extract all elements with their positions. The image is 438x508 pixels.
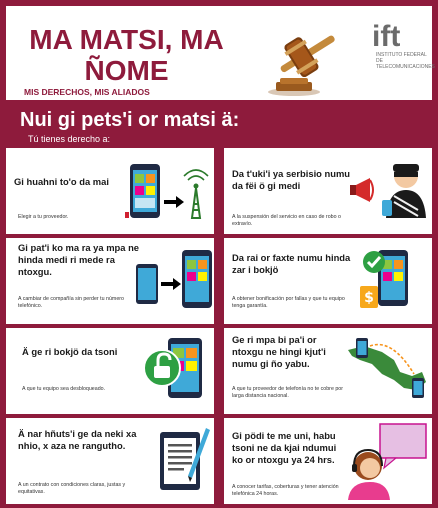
page-title <box>24 24 229 86</box>
card-description: A obtener bonificación por fallas y que tu equipo tenga garantía. <box>232 296 345 309</box>
logo-subtitle-1: INSTITUTO FEDERAL DE <box>376 52 427 64</box>
right-card-unlock <box>6 328 214 414</box>
svg-text:$: $ <box>364 290 374 306</box>
card-description: A conocer tarifas, coberturas y tener atención telefónica 24 horas. <box>232 484 339 497</box>
card-description: Elegir a tu proveedor. <box>18 214 69 220</box>
right-card-support <box>224 418 432 504</box>
thief-megaphone-icon <box>350 156 430 222</box>
woman-headset-icon <box>344 422 430 500</box>
logo-subtitle-2: TELECOMUNICACIONES <box>376 64 435 70</box>
title-line-1: MA MATSI, MA <box>29 24 224 55</box>
right-card-suspension <box>224 148 432 234</box>
phone-transfer-icon <box>134 248 214 314</box>
card-heading: Da t'uki'i ya serbisio numu da fëi ö gi medi <box>232 168 351 191</box>
right-card-long-distance <box>224 328 432 414</box>
card-heading: Gi pödi te me uni, habu tsoni ne da kjai ndumui ko or ntoxgu ya 24 hrs. <box>232 430 337 465</box>
right-card-warranty <box>224 238 432 324</box>
contract-pen-icon <box>146 422 212 496</box>
title-line-2: ÑOME <box>84 55 169 86</box>
card-heading: Ä ge ri bokjö da tsoni <box>22 346 118 357</box>
right-card-portability <box>6 238 214 324</box>
right-card-choose-provider <box>6 148 214 234</box>
phone-unlock-icon <box>140 336 214 402</box>
section-subtitle: Tú tienes derecho a: <box>28 134 111 144</box>
card-heading: Da rai or faxte numu hinda zar i bokjö <box>232 252 351 275</box>
card-description: A que tu equipo sea desbloqueado. <box>22 386 106 392</box>
page-subtitle: MIS DERECHOS, MIS ALIADOS <box>24 87 150 97</box>
card-description: A que tu proveedor de telefonía no te cobre por larga distancia nacional. <box>232 386 344 399</box>
gavel-icon <box>256 28 348 98</box>
card-description: A un contrato con condiciones claras, justas y equitativas. <box>18 482 126 495</box>
ift-logo <box>364 22 434 70</box>
right-card-contract <box>6 418 214 504</box>
mexico-map-phone-icon <box>342 336 430 402</box>
section-title: Nui gi pets'i or matsi ä: <box>20 109 240 131</box>
phone-check-money-icon <box>356 244 430 314</box>
card-heading: Ä nar hñuts'i ge da neki xa nhio, x aza ne rangutho. <box>18 428 137 451</box>
card-description: A la suspensión del servicio en caso de robo o extravío. <box>232 214 341 227</box>
card-heading: Gi huahni to'o da mai <box>14 176 109 187</box>
logo-text: ift <box>372 20 401 53</box>
card-description: A cambiar de compañía sin perder tu número telefónico. <box>18 296 124 309</box>
card-heading: Gi pat'i ko ma ra ya mpa ne hinda medi ri mede ra ntoxgu. <box>18 242 140 277</box>
header-banner <box>6 6 435 100</box>
card-heading: Ge ri mpa bi pa'i or ntoxgu ne hingi kjut'i numu gi ño yabu. <box>232 334 326 369</box>
phone-tower-icon <box>122 160 212 222</box>
